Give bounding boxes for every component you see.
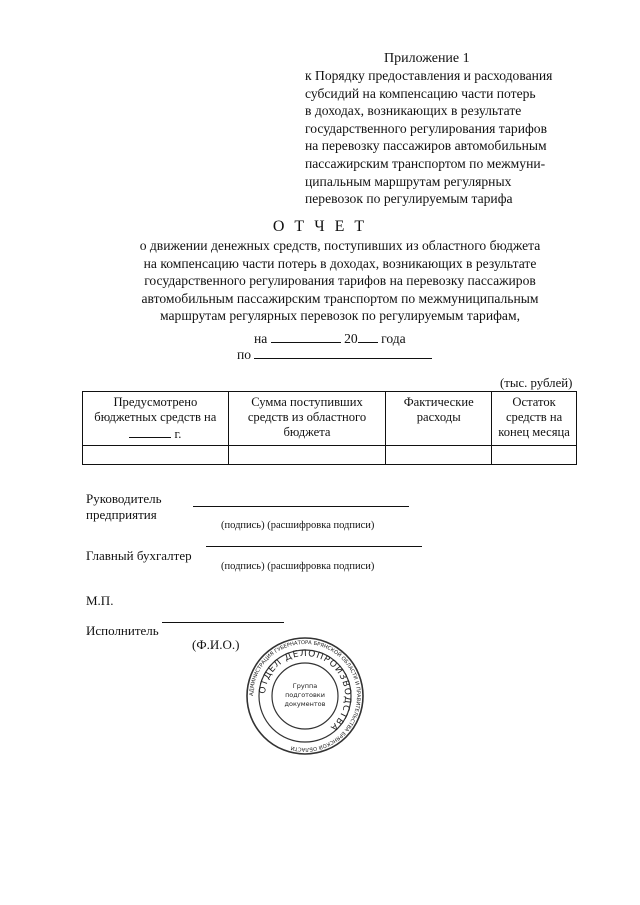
table-header-row bbox=[83, 392, 577, 446]
table-header-balance: Остаток средств на конец месяца bbox=[492, 392, 577, 446]
stamp-center-line: Группа bbox=[292, 682, 318, 690]
period-date-blank[interactable] bbox=[271, 330, 341, 343]
head-signature-hint: (подпись) (расшифровка подписи) bbox=[221, 520, 375, 531]
appendix-line: перевозок по регулируемым тарифа bbox=[305, 191, 513, 207]
accountant-signature-line[interactable] bbox=[206, 546, 422, 547]
table-header-planned bbox=[83, 392, 229, 446]
head-label-line: Руководитель bbox=[86, 491, 162, 506]
appendix-line: в доходах, возникающих в результате bbox=[305, 103, 522, 119]
report-subtitle-line: на компенсацию части потерь в доходах, возникающих в результате bbox=[143, 255, 537, 271]
header-planned-line: Предусмотрено bbox=[113, 395, 198, 409]
stamp-center-line: подготовки bbox=[285, 691, 325, 699]
accountant-label: Главный бухгалтер bbox=[86, 548, 192, 563]
executor-label: Исполнитель bbox=[86, 623, 159, 638]
appendix-line: пассажирским транспортом по межмуни- bbox=[305, 155, 546, 171]
head-signature-line[interactable] bbox=[193, 506, 409, 507]
report-subtitle-line: маршрутам регулярных перевозок по регулируемым тарифам, bbox=[160, 308, 520, 324]
stamp-ring-text: ОТДЕЛ ДЕЛОПРОИЗВОДСТВА bbox=[257, 648, 353, 733]
table-header-received: Сумма поступивших средств из областного бюджета bbox=[228, 392, 386, 446]
period-year-prefix: 20 bbox=[344, 331, 358, 346]
appendix-description bbox=[305, 67, 595, 208]
seal-place: М.П. bbox=[86, 593, 114, 608]
appendix-line: ципальным маршрутам регулярных bbox=[305, 173, 512, 189]
stamp-outer-text: АДМИНИСТРАЦИЯ ГУБЕРНАТОРА БРЯНСКОЙ ОБЛАСТИ И ПРАВИТЕЛЬСТВА БРЯНСКОЙ ОБЛАСТИ bbox=[248, 639, 362, 753]
head-label-line: предприятия bbox=[86, 507, 157, 522]
table-row bbox=[83, 446, 577, 465]
office-stamp bbox=[245, 636, 365, 756]
accountant-signature-hint: (подпись) (расшифровка подписи) bbox=[221, 561, 375, 572]
period-year-blank[interactable] bbox=[358, 330, 378, 343]
appendix-line: к Порядку предоставления и расходования bbox=[305, 68, 553, 83]
table-cell-received[interactable] bbox=[228, 446, 386, 465]
period-on-label: на bbox=[254, 331, 268, 346]
report-subtitle-line: о движении денежных средств, поступивших из областного бюджета bbox=[139, 238, 541, 253]
report-title: О Т Ч Е Т bbox=[272, 218, 368, 235]
stamp-center-line: документов bbox=[284, 700, 326, 708]
report-period-by bbox=[237, 346, 432, 363]
report-subtitle-line: автомобильным пассажирским транспортом по межмуниципальным bbox=[141, 290, 539, 306]
units-label: (тыс. рублей) bbox=[500, 376, 573, 390]
table-cell-planned[interactable] bbox=[83, 446, 229, 465]
header-planned-line: бюджетных средств на bbox=[94, 410, 217, 424]
period-by-blank[interactable] bbox=[254, 346, 432, 359]
period-by-label: по bbox=[237, 347, 252, 362]
appendix-line: на перевозку пассажиров автомобильным bbox=[305, 138, 547, 154]
report-subtitle bbox=[95, 237, 585, 325]
planned-year-blank[interactable] bbox=[129, 425, 171, 438]
table-cell-actual[interactable] bbox=[386, 446, 492, 465]
period-year-suffix: года bbox=[381, 331, 406, 346]
executor-hint: (Ф.И.О.) bbox=[192, 637, 240, 652]
table-cell-balance[interactable] bbox=[492, 446, 577, 465]
header-planned-year-suffix: г. bbox=[174, 427, 182, 441]
appendix-line: государственного регулирования тарифов bbox=[305, 120, 548, 136]
report-table bbox=[82, 391, 577, 465]
table-header-actual: Фактические расходы bbox=[386, 392, 492, 446]
report-subtitle-line: государственного регулирования тарифов на перевозку пассажиров bbox=[144, 273, 536, 289]
appendix-line: субсидий на компенсацию части потерь bbox=[305, 85, 536, 101]
appendix-title: Приложение 1 bbox=[384, 51, 470, 66]
head-label bbox=[86, 491, 162, 523]
report-period-date bbox=[254, 330, 406, 347]
executor-signature-line[interactable] bbox=[162, 622, 284, 623]
header-planned-year bbox=[87, 425, 224, 442]
